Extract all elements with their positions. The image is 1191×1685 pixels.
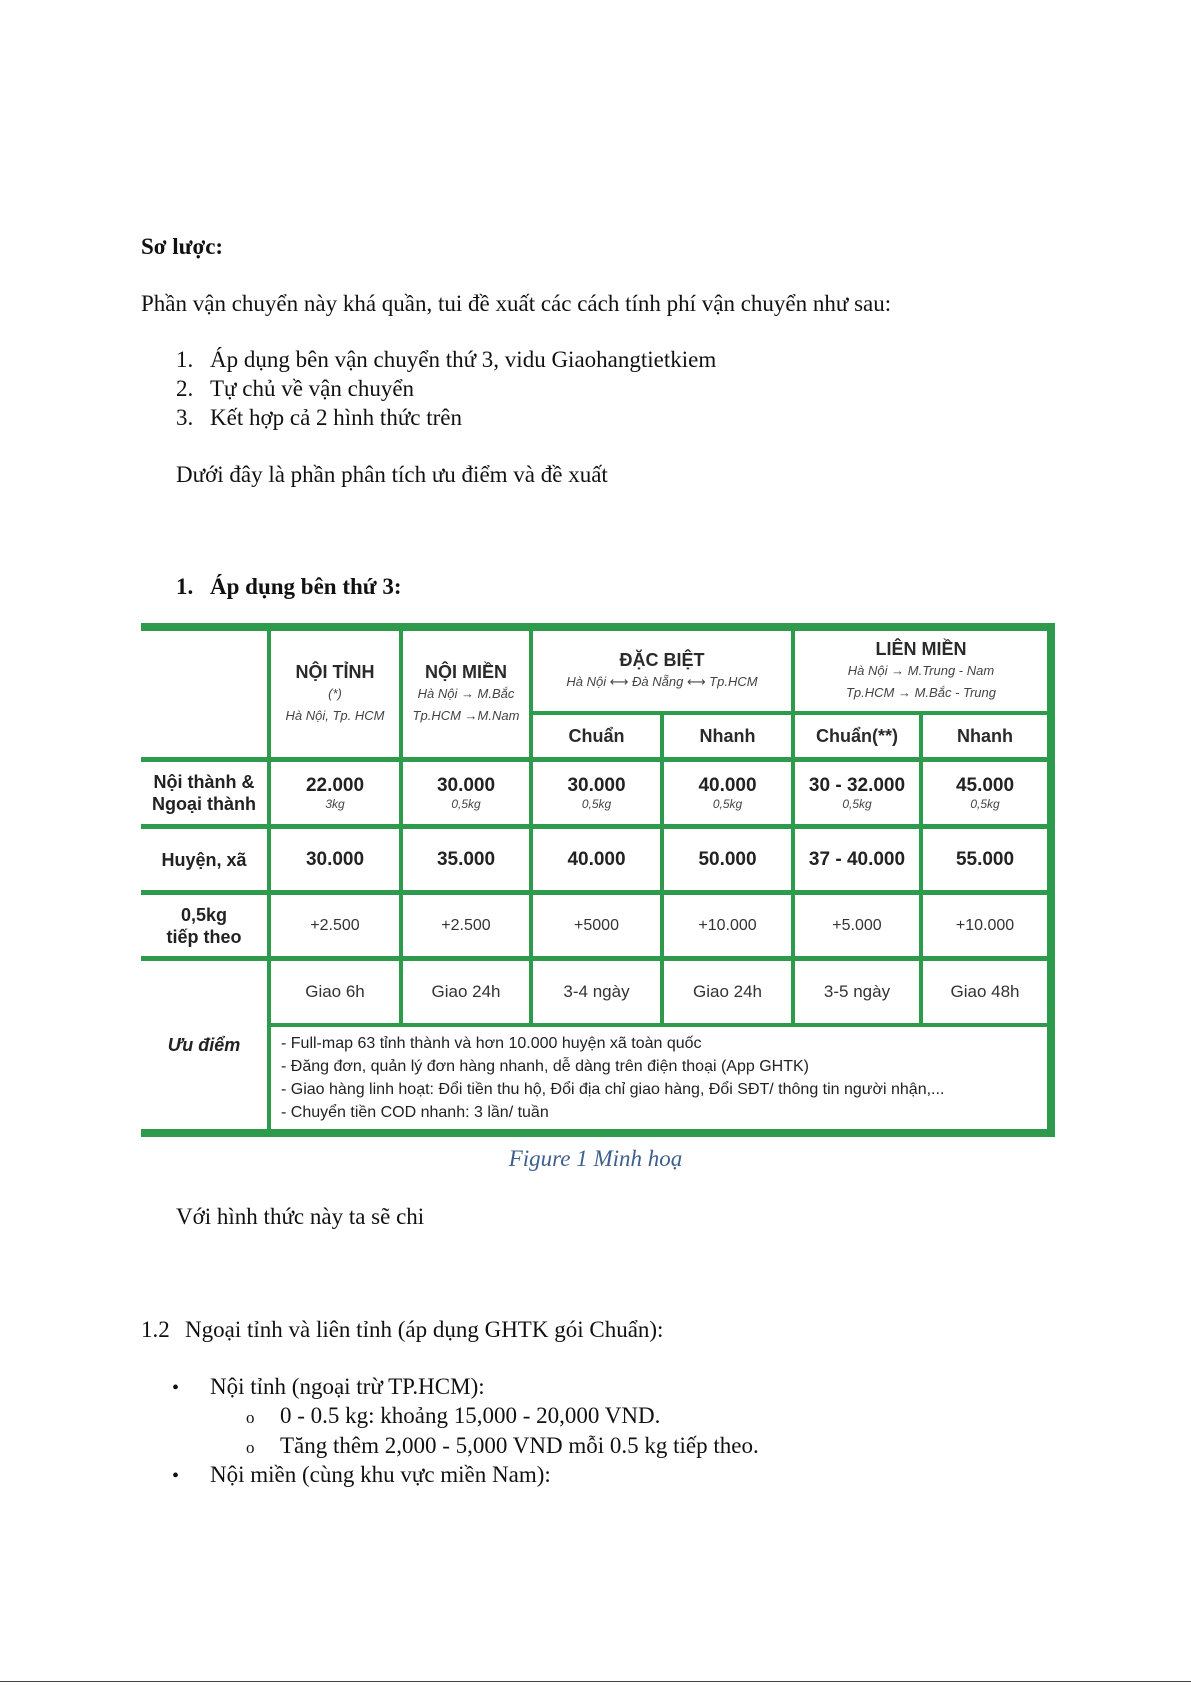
- page-bottom-rule: [0, 1681, 1191, 1682]
- option-item-3: [176, 404, 462, 432]
- price-value: 35.000: [436, 848, 496, 870]
- row-label-line: Huyện, xã: [161, 849, 247, 870]
- surcharge-cell: [923, 895, 1047, 956]
- subheader-label: Nhanh: [699, 726, 756, 746]
- price-weight: 3kg: [325, 797, 345, 811]
- subheader-dac-biet-nhanh: [664, 715, 791, 757]
- bullet-icon: •: [172, 1465, 180, 1487]
- bullet-icon: •: [172, 1377, 180, 1399]
- option-item-2: [176, 375, 414, 403]
- bullet-item: [172, 1373, 485, 1402]
- price-value: 30.000: [305, 848, 365, 870]
- section-heading-overview: Sơ lược:: [141, 234, 224, 259]
- column-title: NỘI MIỀN: [424, 662, 507, 682]
- delivery-time: Giao 48h: [950, 982, 1020, 1001]
- bullet-text: Nội tỉnh (ngoại trừ TP.HCM):: [210, 1374, 485, 1399]
- delivery-time: 3-5 ngày: [823, 982, 891, 1001]
- surcharge-value: +2.500: [310, 916, 360, 934]
- price-value: 30.000: [567, 775, 626, 796]
- price-cell: [664, 762, 791, 824]
- row-label-line: Nội thành &: [153, 772, 255, 792]
- column-header-dac-biet: [533, 631, 791, 711]
- price-value: 40.000: [567, 848, 626, 870]
- intro-paragraph: Phần vận chuyển này khá quần, tui đề xuất các cách tính phí vận chuyển như sau:: [141, 291, 892, 316]
- delivery-time: Giao 24h: [693, 982, 762, 1001]
- advantage-line: - Full-map 63 tỉnh thành và hơn 10.000 huyện xã toàn quốc: [281, 1035, 702, 1052]
- advantage-line: - Giao hàng linh hoạt: Đổi tiền thu hộ, Đổi địa chỉ giao hàng, Đổi SĐT/ thông tin người nhận,...: [281, 1081, 945, 1098]
- subheader-label: Chuẩn(**): [816, 726, 898, 746]
- option-number: 1.: [176, 347, 194, 372]
- sub-bullet-text: 0 - 0.5 kg: khoảng 15,000 - 20,000 VND.: [280, 1403, 661, 1428]
- price-value: 40.000: [698, 775, 757, 796]
- row-label-advantages: [141, 961, 267, 1129]
- section-title: Áp dụng bên thứ 3:: [210, 574, 402, 599]
- advantage-line: - Đăng đơn, quản lý đơn hàng nhanh, dễ dàng trên điện thoại (App GHTK): [281, 1058, 809, 1075]
- price-cell: [923, 762, 1047, 824]
- table-corner-cell: [141, 631, 267, 757]
- column-mark: (*): [328, 686, 342, 701]
- shipping-price-table: [141, 623, 1055, 1137]
- price-cell: [664, 829, 791, 890]
- option-item-1: [176, 346, 716, 374]
- delivery-time-cell: [533, 961, 660, 1023]
- subheader-lien-mien-chuan: [795, 715, 919, 757]
- delivery-time-cell: [664, 961, 791, 1023]
- price-weight: 0,5kg: [842, 797, 872, 811]
- section-number: 1.: [176, 574, 194, 599]
- price-cell: [795, 762, 919, 824]
- price-cell: [403, 829, 529, 890]
- advantages-list: [271, 1027, 1047, 1129]
- price-cell: [795, 829, 919, 890]
- column-route: Hà Nội, Tp. HCM: [285, 708, 385, 723]
- option-text: Kết hợp cả 2 hình thức trên: [210, 405, 463, 430]
- section-1-2-heading: [141, 1316, 663, 1344]
- bullet-text: Nội miền (cùng khu vực miền Nam):: [210, 1462, 551, 1487]
- price-cell: [923, 829, 1047, 890]
- delivery-time-cell: [271, 961, 399, 1023]
- price-value: 50.000: [698, 848, 757, 870]
- price-value: 30 - 32.000: [808, 775, 906, 796]
- subheader-label: Nhanh: [957, 726, 1013, 746]
- delivery-time: Giao 24h: [431, 982, 501, 1001]
- analysis-note: Dưới đây là phần phân tích ưu điểm và đề xuất: [176, 462, 608, 487]
- section-title: Ngoại tỉnh và liên tỉnh (áp dụng GHTK gói Chuẩn):: [185, 1317, 664, 1342]
- sub-bullet-text: Tăng thêm 2,000 - 5,000 VND mỗi 0.5 kg tiếp theo.: [280, 1433, 759, 1458]
- surcharge-cell: [271, 895, 399, 956]
- column-route: Hà Nội → M.Bắc: [417, 686, 515, 701]
- section-number: 1.2: [141, 1317, 170, 1342]
- price-cell: [533, 829, 660, 890]
- price-cell: [403, 762, 529, 824]
- subheader-dac-biet-chuan: [533, 715, 660, 757]
- row-label-next-half-kg: [141, 895, 267, 956]
- row-label-huyen-xa: [141, 829, 267, 890]
- column-route: Hà Nội → M.Trung - Nam: [847, 663, 995, 678]
- column-header-lien-mien: [795, 631, 1047, 711]
- price-weight: 0,5kg: [970, 797, 1000, 811]
- sub-bullet-item: [246, 1432, 759, 1462]
- circle-bullet-icon: o: [246, 1438, 255, 1457]
- surcharge-value: +10.000: [698, 916, 757, 934]
- delivery-time: Giao 6h: [305, 982, 365, 1001]
- column-route: Hà Nội ⟷ Đà Nẵng ⟷ Tp.HCM: [566, 674, 758, 689]
- delivery-time-cell: [403, 961, 529, 1023]
- row-label-noi-thanh: [141, 762, 267, 824]
- row-label-line: Ưu điểm: [167, 1035, 241, 1055]
- after-figure-text: Với hình thức này ta sẽ chi: [176, 1204, 425, 1229]
- column-title: LIÊN MIỀN: [875, 639, 967, 659]
- price-value: 45.000: [955, 775, 1015, 796]
- row-label-line: 0,5kg: [180, 904, 228, 925]
- column-header-noi-mien: [403, 631, 529, 757]
- price-cell: [271, 762, 399, 824]
- option-text: Áp dụng bên vận chuyển thứ 3, vidu Giaohangtietkiem: [210, 347, 717, 372]
- surcharge-value: +10.000: [955, 916, 1015, 934]
- delivery-time-cell: [795, 961, 919, 1023]
- price-value: 37 - 40.000: [808, 848, 906, 870]
- subheader-lien-mien-nhanh: [923, 715, 1047, 757]
- price-cell: [533, 762, 660, 824]
- price-value: 55.000: [955, 848, 1015, 870]
- section-1-heading: [176, 573, 401, 601]
- option-text: Tự chủ về vận chuyển: [210, 376, 415, 401]
- price-value: 30.000: [436, 775, 496, 796]
- surcharge-value: +2.500: [441, 916, 491, 934]
- surcharge-cell: [795, 895, 919, 956]
- circle-bullet-icon: o: [246, 1408, 255, 1427]
- sub-bullet-item: [246, 1402, 660, 1432]
- column-title: NỘI TỈNH: [295, 662, 375, 682]
- column-header-noi-tinh: [271, 631, 399, 757]
- column-route: Tp.HCM →M.Nam: [412, 708, 520, 723]
- price-weight: 0,5kg: [712, 797, 743, 811]
- row-label-line: tiếp theo: [166, 926, 242, 947]
- option-number: 3.: [176, 405, 194, 430]
- price-value: 22.000: [305, 775, 365, 796]
- column-title: ĐẶC BIỆT: [619, 650, 705, 670]
- surcharge-cell: [533, 895, 660, 956]
- price-weight: 0,5kg: [451, 797, 481, 811]
- price-cell: [271, 829, 399, 890]
- delivery-time-cell: [923, 961, 1047, 1023]
- subheader-label: Chuẩn: [568, 726, 625, 746]
- advantage-line: - Chuyển tiền COD nhanh: 3 lần/ tuần: [281, 1104, 549, 1121]
- price-weight: 0,5kg: [581, 797, 612, 811]
- surcharge-cell: [664, 895, 791, 956]
- row-label-line: Ngoại thành: [152, 794, 256, 814]
- column-route: Tp.HCM → M.Bắc - Trung: [845, 685, 996, 700]
- surcharge-cell: [403, 895, 529, 956]
- bullet-item: [172, 1461, 551, 1490]
- surcharge-value: +5000: [574, 916, 619, 934]
- option-number: 2.: [176, 376, 194, 401]
- delivery-time: 3-4 ngày: [563, 982, 630, 1001]
- figure-caption: Figure 1 Minh hoạ: [508, 1146, 683, 1171]
- surcharge-value: +5.000: [832, 916, 882, 934]
